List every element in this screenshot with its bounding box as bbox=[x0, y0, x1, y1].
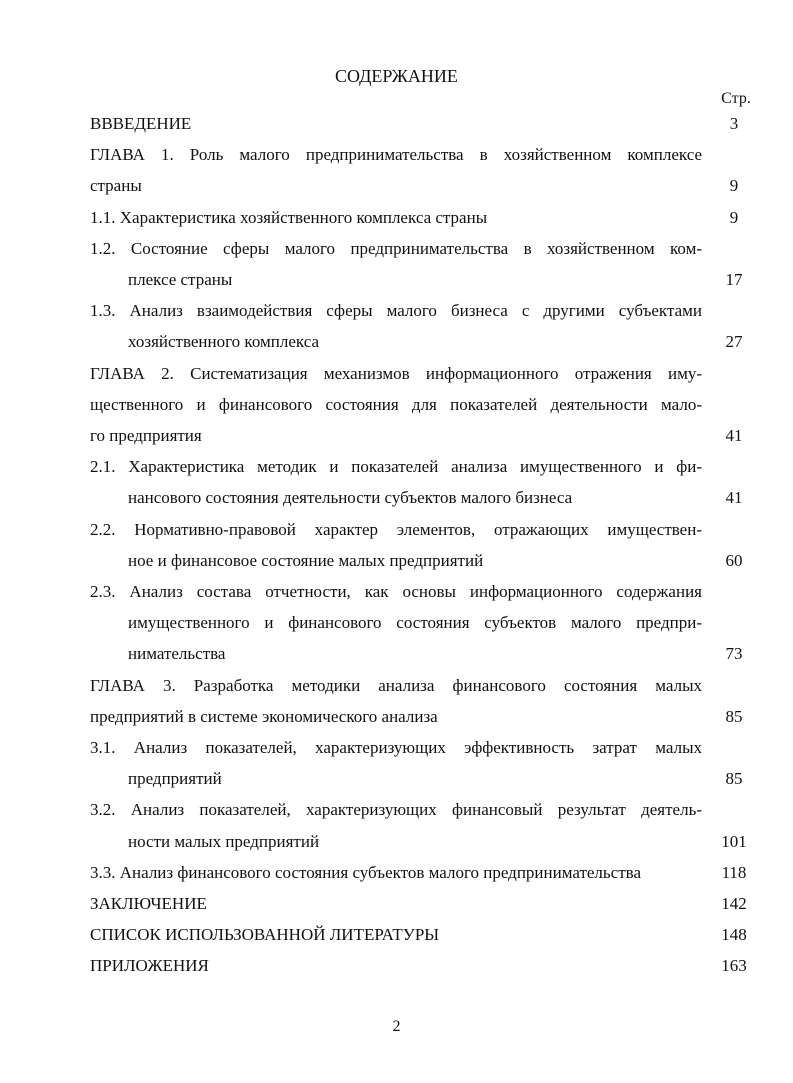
toc-line bbox=[0, 670, 793, 701]
toc-entry-title: 1.2. Состояние сферы малого предпринимательства в хозяйственном ком- bbox=[90, 239, 702, 258]
toc-page-number: 101 bbox=[721, 832, 747, 851]
toc-entry-continuation: ное и финансовое состояние малых предприятий bbox=[128, 551, 484, 570]
toc-page-number: 118 bbox=[721, 863, 747, 882]
toc-page-number: 85 bbox=[725, 769, 743, 788]
toc-entry-title: 1.1. Характеристика хозяйственного комплекса страны bbox=[90, 208, 488, 227]
toc-entry-continuation: нимательства bbox=[128, 644, 226, 663]
toc-entry-continuation: предприятий bbox=[128, 769, 222, 788]
toc-entry-continuation: страны bbox=[90, 176, 142, 195]
toc-line bbox=[0, 607, 793, 638]
toc-page-number: 9 bbox=[729, 208, 739, 227]
toc-line bbox=[0, 264, 793, 295]
toc-entry-title: 3.1. Анализ показателей, характеризующих эффективность затрат малых bbox=[90, 738, 702, 757]
toc-line bbox=[0, 794, 793, 825]
toc-page-number: 41 bbox=[725, 426, 743, 445]
toc-line bbox=[0, 295, 793, 326]
toc-entry-title: ЗАКЛЮЧЕНИЕ bbox=[90, 894, 207, 913]
toc-entry-title: 2.3. Анализ состава отчетности, как основы информационного содержания bbox=[90, 582, 702, 601]
toc-entry-title: 3.3. Анализ финансового состояния субъектов малого предпринимательства bbox=[90, 863, 641, 882]
toc-line bbox=[0, 701, 793, 732]
toc-entry-title: СПИСОК ИСПОЛЬЗОВАННОЙ ЛИТЕРАТУРЫ bbox=[90, 925, 440, 944]
toc-entry-continuation: ности малых предприятий bbox=[128, 832, 320, 851]
toc-page-number: 60 bbox=[725, 551, 743, 570]
toc-page-number: 148 bbox=[721, 925, 747, 944]
toc-line bbox=[0, 170, 793, 201]
toc-entry-continuation: предприятий в системе экономического анализа bbox=[90, 707, 438, 726]
toc-entry-title: ПРИЛОЖЕНИЯ bbox=[90, 956, 209, 975]
toc-line bbox=[0, 482, 793, 513]
toc-entry-continuation: плексе страны bbox=[128, 270, 233, 289]
toc-line bbox=[0, 826, 793, 857]
toc-line bbox=[0, 888, 793, 919]
toc-page-number: 3 bbox=[729, 114, 739, 133]
toc-entry-title: 3.2. Анализ показателей, характеризующих финансовый результат деятель- bbox=[90, 800, 702, 819]
toc-entry-continuation: хозяйственного комплекса bbox=[128, 332, 320, 351]
toc-line bbox=[0, 763, 793, 794]
toc-line bbox=[0, 638, 793, 669]
page-title: СОДЕРЖАНИЕ bbox=[335, 66, 458, 86]
toc-page-number: 27 bbox=[725, 332, 743, 351]
toc-line bbox=[0, 202, 793, 233]
toc-line bbox=[0, 732, 793, 763]
toc-line bbox=[0, 139, 793, 170]
toc-entry-title: 2.2. Нормативно-правовой характер элементов, отражающих имуществен- bbox=[90, 520, 702, 539]
toc-line bbox=[0, 389, 793, 420]
toc-line bbox=[0, 326, 793, 357]
toc-page-number: 142 bbox=[721, 894, 747, 913]
toc-entry-continuation: нансового состояния деятельности субъектов малого бизнеса bbox=[128, 488, 573, 507]
toc-line bbox=[0, 358, 793, 389]
toc-entry-continuation: имущественного и финансового состояния субъектов малого предпри- bbox=[128, 613, 702, 632]
toc-line bbox=[0, 857, 793, 888]
toc-line bbox=[0, 451, 793, 482]
toc-entry-title: ВВВЕДЕНИЕ bbox=[90, 114, 192, 133]
toc-page-number: 85 bbox=[725, 707, 743, 726]
toc-entry-title: ГЛАВА 1. Роль малого предпринимательства в хозяйственном комплексе bbox=[90, 145, 702, 164]
toc-entry-title: ГЛАВА 2. Систематизация механизмов информационного отражения иму- bbox=[90, 364, 702, 383]
toc-entry-title: ГЛАВА 3. Разработка методики анализа финансового состояния малых bbox=[90, 676, 702, 695]
toc-line bbox=[0, 919, 793, 950]
toc-page-number: 163 bbox=[721, 956, 747, 975]
toc-line bbox=[0, 514, 793, 545]
toc-line bbox=[0, 545, 793, 576]
toc-entry-title: 1.3. Анализ взаимодействия сферы малого бизнеса с другими субъектами bbox=[90, 301, 702, 320]
page-number: 2 bbox=[392, 1018, 401, 1035]
toc-line bbox=[0, 108, 793, 139]
toc-line bbox=[0, 950, 793, 981]
toc-entry-continuation: щественного и финансового состояния для показателей деятельности мало- bbox=[90, 395, 702, 414]
toc-line bbox=[0, 576, 793, 607]
page-column-label: Стр. bbox=[721, 90, 751, 107]
toc-line bbox=[0, 233, 793, 264]
toc-page-number: 41 bbox=[725, 488, 743, 507]
toc-page-number: 73 bbox=[725, 644, 743, 663]
toc-entry-title: 2.1. Характеристика методик и показателей анализа имущественного и фи- bbox=[90, 457, 702, 476]
toc-page-number: 9 bbox=[729, 176, 739, 195]
toc-line bbox=[0, 420, 793, 451]
toc-entry-continuation: го предприятия bbox=[90, 426, 202, 445]
toc-page-number: 17 bbox=[725, 270, 743, 289]
